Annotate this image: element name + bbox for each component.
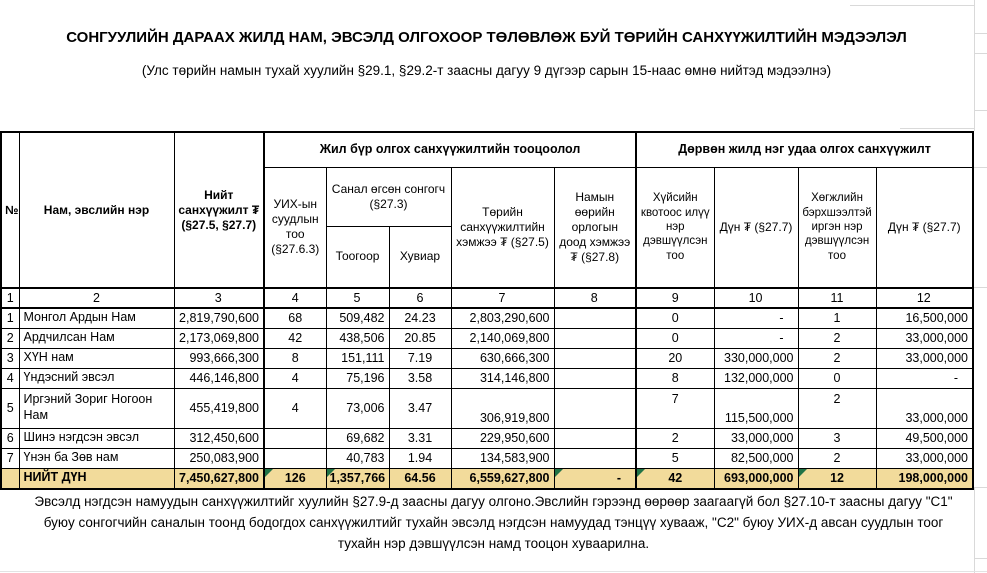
table-row <box>1 308 973 328</box>
col-header-party-name[interactable]: Нам, эвслийн нэр <box>19 132 174 288</box>
cell[interactable]: 7 <box>1 448 19 468</box>
total-row <box>1 468 973 489</box>
cell[interactable]: 49,500,000 <box>876 428 973 448</box>
col-header-amount-12[interactable]: Дүн ₮ (§27.7) <box>876 167 973 288</box>
column-number-cell[interactable]: 2 <box>19 288 174 308</box>
gridline <box>974 33 987 34</box>
total-cell[interactable]: 1,357,766 <box>326 468 389 489</box>
cell[interactable]: 3.47 <box>389 388 451 428</box>
col-header-voters[interactable]: Санал өгсөн сонгогч (§27.3) <box>326 167 451 226</box>
cell[interactable]: 75,196 <box>326 368 389 388</box>
cell[interactable]: 7.19 <box>389 348 451 368</box>
cell[interactable]: 3.58 <box>389 368 451 388</box>
cell[interactable] <box>554 428 636 448</box>
column-number-cell[interactable]: 7 <box>451 288 554 308</box>
error-indicator-icon <box>799 469 807 477</box>
cell[interactable]: Үнэн ба Зөв нам <box>19 448 174 468</box>
cell[interactable]: 33,000,000 <box>876 388 973 428</box>
total-cell[interactable]: 42 <box>636 468 714 489</box>
column-number-cell[interactable]: 6 <box>389 288 451 308</box>
cell[interactable]: 33,000,000 <box>876 448 973 468</box>
cell[interactable]: Үндэсний эвсэл <box>19 368 174 388</box>
cell[interactable]: Иргэний Зориг Ногоон Нам <box>19 388 174 428</box>
cell[interactable]: 314,146,800 <box>451 368 554 388</box>
cell[interactable]: 68 <box>264 308 326 328</box>
col-header-seats[interactable]: УИХ-ын суудлын тоо (§27.6.3) <box>264 167 326 288</box>
cell[interactable]: 16,500,000 <box>876 308 973 328</box>
col-header-total-funding[interactable]: Нийт санхүүжилт ₮ (§27.5, §27.7) <box>174 132 264 288</box>
page-subtitle <box>0 61 973 81</box>
cell[interactable]: 993,666,300 <box>174 348 264 368</box>
column-numbers-row <box>1 288 973 308</box>
cell[interactable]: 33,000,000 <box>714 428 798 448</box>
cell[interactable]: 1 <box>1 308 19 328</box>
cell[interactable] <box>264 448 326 468</box>
cell[interactable]: 312,450,600 <box>174 428 264 448</box>
cell[interactable]: 82,500,000 <box>714 448 798 468</box>
total-cell[interactable] <box>1 468 19 489</box>
column-number-cell[interactable]: 5 <box>326 288 389 308</box>
column-number-cell[interactable]: 12 <box>876 288 973 308</box>
col-header-gender-quota[interactable]: Хүйсийн квотоос илүү нэр дэвшүүлсэн тоо <box>636 167 714 288</box>
total-cell[interactable]: 12 <box>798 468 876 489</box>
cell[interactable]: 2 <box>798 348 876 368</box>
table-row <box>1 428 973 448</box>
cell[interactable]: 509,482 <box>326 308 389 328</box>
cell[interactable]: 250,083,900 <box>174 448 264 468</box>
header-row-groups <box>1 132 973 167</box>
error-indicator-icon <box>637 469 645 477</box>
footnote: Эвсэлд нэгдсэн намуудын санхүүжилтийг хуулийн §27.9-д заасны дагуу олгоно.Эвслийн гэрээнд өөрөөр заагаагүй бол §27.10-т заасны дагуу "С1" буюу сонгогчийн саналын тоонд бодогдох санхүүжилтийг тухайн эвсэлд нэгдсэн намуудад тэнцүү хувааж, "С2" буюу УИХ-д авсан суудлын тоог тухайн нэр дэвшүүлсэн намд тооцон хуваарилна. <box>34 494 953 551</box>
funding-table <box>0 131 974 490</box>
cell[interactable]: 8 <box>264 348 326 368</box>
cell[interactable]: - <box>876 368 973 388</box>
cell[interactable]: 2,140,069,800 <box>451 328 554 348</box>
error-indicator-icon <box>555 469 563 477</box>
total-cell[interactable]: 7,450,627,800 <box>174 468 264 489</box>
cell[interactable] <box>264 428 326 448</box>
cell[interactable]: 3 <box>798 428 876 448</box>
cell[interactable] <box>554 328 636 348</box>
cell[interactable]: 330,000,000 <box>714 348 798 368</box>
total-cell[interactable]: НИЙТ ДҮН <box>19 468 174 489</box>
cell[interactable]: 2 <box>798 328 876 348</box>
cell[interactable]: Ардчилсан Нам <box>19 328 174 348</box>
cell[interactable]: 151,111 <box>326 348 389 368</box>
cell[interactable]: 4 <box>1 368 19 388</box>
cell[interactable]: 4 <box>264 388 326 428</box>
cell[interactable]: 2,803,290,600 <box>451 308 554 328</box>
cell[interactable]: 2 <box>636 428 714 448</box>
table-row <box>1 348 973 368</box>
cell[interactable]: 134,583,900 <box>451 448 554 468</box>
cell[interactable]: 5 <box>1 388 19 428</box>
column-number-cell[interactable]: 9 <box>636 288 714 308</box>
column-number-cell[interactable]: 1 <box>1 288 19 308</box>
gridline <box>974 110 987 111</box>
cell[interactable]: 446,146,800 <box>174 368 264 388</box>
cell[interactable]: 132,000,000 <box>714 368 798 388</box>
gridline <box>974 287 987 288</box>
gridline <box>0 571 987 572</box>
cell[interactable]: 3 <box>1 348 19 368</box>
cell[interactable]: 438,506 <box>326 328 389 348</box>
gridline <box>974 558 987 559</box>
cell[interactable]: 3.31 <box>389 428 451 448</box>
cell[interactable]: Шинэ нэгдсэн эвсэл <box>19 428 174 448</box>
cell[interactable]: 2,173,069,800 <box>174 328 264 348</box>
page-title: СОНГУУЛИЙН ДАРААХ ЖИЛД НАМ, ЭВСЭЛД ОЛГОХООР ТӨЛӨВЛӨЖ БУЙ ТӨРИЙН САНХҮҮЖИЛТИЙН МЭДЭЭЛЭЛ <box>66 29 907 46</box>
cell[interactable]: 7 <box>636 388 714 428</box>
cell[interactable]: 20 <box>636 348 714 368</box>
cell[interactable] <box>554 388 636 428</box>
error-indicator-icon <box>265 469 273 477</box>
error-indicator-icon <box>327 469 335 477</box>
cell[interactable]: 2 <box>798 448 876 468</box>
cell[interactable]: 40,783 <box>326 448 389 468</box>
cell[interactable] <box>554 448 636 468</box>
cell[interactable]: 0 <box>636 328 714 348</box>
column-number-cell[interactable]: 11 <box>798 288 876 308</box>
total-cell[interactable]: 6,559,627,800 <box>451 468 554 489</box>
cell[interactable]: 6 <box>1 428 19 448</box>
table-row <box>1 368 973 388</box>
cell[interactable]: 69,682 <box>326 428 389 448</box>
cell[interactable]: 73,006 <box>326 388 389 428</box>
cell[interactable] <box>554 348 636 368</box>
col-header-by-percent[interactable]: Хувиар <box>389 226 451 288</box>
col-header-disability-quota[interactable]: Хөгжлийн бэрхшээлтэй иргэн нэр дэвшүүлсэн тоо <box>798 167 876 288</box>
cell[interactable]: Монгол Ардын Нам <box>19 308 174 328</box>
cell[interactable]: - <box>714 308 798 328</box>
col-header-by-count[interactable]: Тоогоор <box>326 226 389 288</box>
total-cell[interactable]: - <box>554 468 636 489</box>
gridline <box>974 53 987 54</box>
cell[interactable]: 0 <box>798 368 876 388</box>
col-header-state-funding[interactable]: Төрийн санхүүжилтийн хэмжээ ₮ (§27.5) <box>451 167 554 288</box>
gridline <box>974 487 987 488</box>
cell[interactable]: 2 <box>798 388 876 428</box>
total-cell[interactable]: 126 <box>264 468 326 489</box>
cell[interactable]: 33,000,000 <box>876 348 973 368</box>
col-header-own-income-cap[interactable]: Намын өөрийн орлогын доод хэмжээ ₮ (§27.8) <box>554 167 636 288</box>
cell[interactable]: - <box>714 328 798 348</box>
cell[interactable]: 0 <box>636 308 714 328</box>
cell[interactable]: 115,500,000 <box>714 388 798 428</box>
cell[interactable] <box>554 308 636 328</box>
table-row <box>1 448 973 468</box>
cell[interactable]: ХҮН нам <box>19 348 174 368</box>
cell[interactable]: 2,819,790,600 <box>174 308 264 328</box>
gridline <box>850 5 974 6</box>
cell[interactable]: 630,666,300 <box>451 348 554 368</box>
cell[interactable]: 8 <box>636 368 714 388</box>
cell[interactable]: 33,000,000 <box>876 328 973 348</box>
cell[interactable]: 2 <box>1 328 19 348</box>
group-header-quadrennial-funding[interactable]: Дөрвөн жилд нэг удаа олгох санхүүжилт <box>636 132 973 167</box>
cell[interactable]: 455,419,800 <box>174 388 264 428</box>
cell[interactable]: 306,919,800 <box>451 388 554 428</box>
gridline <box>974 167 987 168</box>
cell[interactable]: 20.85 <box>389 328 451 348</box>
total-cell[interactable]: 198,000,000 <box>876 468 973 489</box>
table-row <box>1 328 973 348</box>
col-header-amount-10[interactable]: Дүн ₮ (§27.7) <box>714 167 798 288</box>
table-row <box>1 388 973 428</box>
column-number-cell[interactable]: 10 <box>714 288 798 308</box>
column-number-cell[interactable]: 3 <box>174 288 264 308</box>
cell[interactable]: 4 <box>264 368 326 388</box>
cell[interactable]: 24.23 <box>389 308 451 328</box>
col-header-no[interactable]: № <box>1 132 19 288</box>
gridline <box>974 0 975 131</box>
column-number-cell[interactable]: 8 <box>554 288 636 308</box>
total-cell[interactable]: 64.56 <box>389 468 451 489</box>
cell[interactable]: 1.94 <box>389 448 451 468</box>
cell[interactable] <box>554 368 636 388</box>
cell[interactable]: 1 <box>798 308 876 328</box>
column-number-cell[interactable]: 4 <box>264 288 326 308</box>
cell[interactable]: 5 <box>636 448 714 468</box>
group-header-annual-funding[interactable]: Жил бүр олгох санхүүжилтийн тооцоолол <box>264 132 636 167</box>
cell[interactable]: 42 <box>264 328 326 348</box>
total-cell[interactable]: 693,000,000 <box>714 468 798 489</box>
cell[interactable]: 229,950,600 <box>451 428 554 448</box>
page-subtitle-text: (Улс төрийн намын тухай хуулийн §29.1, §29.2-т заасны дагуу 9 дүгээр сарын 15-наас өмнө нийтэд мэдээлнэ) <box>141 63 832 78</box>
gridline <box>900 128 974 129</box>
